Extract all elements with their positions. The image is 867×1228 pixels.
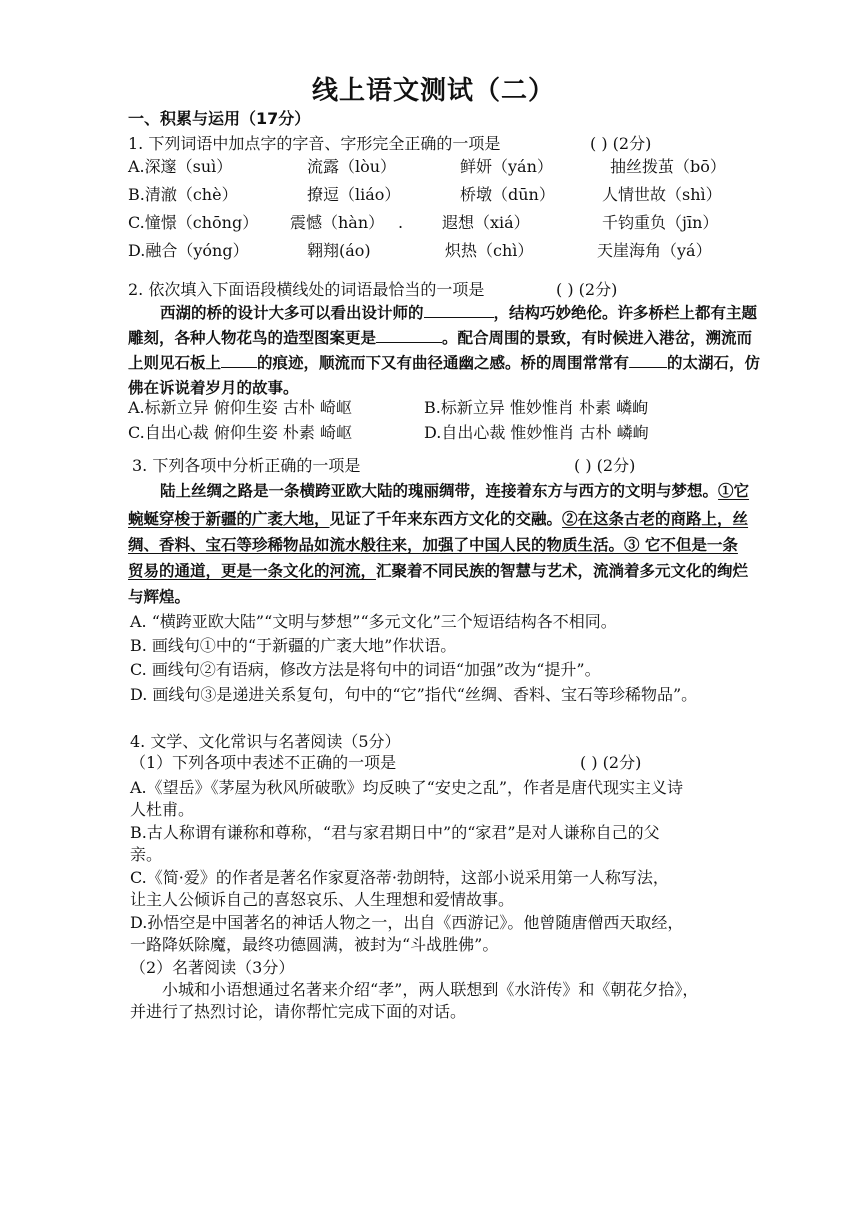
q1-option-a-3: 鲜妍（yán） <box>460 157 553 176</box>
q4-sub2-heading: （2）名著阅读（3分） <box>130 958 295 977</box>
q2-option-c: C.自出心裁 俯仰生姿 朴素 崎岖 <box>128 423 353 442</box>
page-title: 线上语文测试（二） <box>311 76 555 106</box>
q3-passage-line-5: 与辉煌。 <box>128 587 191 606</box>
q3-stem: 3. 下列各项中分析正确的一项是 <box>132 456 361 475</box>
q3-option-b: B. 画线句①中的“于新疆的广袤大地”作状语。 <box>130 636 457 655</box>
q4-option-a-line-1: A.《望岳》《茅屋为秋风所破歌》均反映了“安史之乱”，作者是唐代现实主义诗 <box>130 778 684 797</box>
q2-blank-3 <box>221 353 257 368</box>
q4-option-a-line-2: 人杜甫。 <box>130 800 195 819</box>
q1-stem: 1. 下列词语中加点字的字音、字形完全正确的一项是 <box>128 134 501 153</box>
q2-option-d: D.自出心裁 惟妙惟肖 古朴 嶙峋 <box>424 423 649 442</box>
q4-heading: 4. 文学、文化常识与名著阅读（5分） <box>130 732 401 751</box>
q3-passage-line-2: 蜿蜒穿梭于新疆的广袤大地，见证了千年来东西方文化的交融。②在这条古老的商路上，丝 <box>128 509 749 528</box>
q4-option-d-line-1: D.孙悟空是中国著名的神话人物之一，出自《西游记》。他曾随唐僧西天取经， <box>130 913 684 932</box>
q2-blank-4 <box>629 353 667 368</box>
q1-option-c-1: C.憧憬（chōng） <box>128 213 259 232</box>
q1-option-c-2: 震憾（hàn） <box>290 213 385 232</box>
q4-option-c-line-1: C.《简·爱》的作者是著名作家夏洛蒂·勃朗特，这部小说采用第一人称写法， <box>130 868 669 887</box>
q1-option-a-1: A.深邃（suì） <box>128 157 233 176</box>
section-heading: 一、积累与运用（17分） <box>128 109 311 128</box>
q2-option-a: A.标新立异 俯仰生姿 古朴 崎岖 <box>128 398 352 417</box>
q2-blank-1 <box>424 303 494 318</box>
q3-option-d: D. 画线句③是递进关系复句，句中的“它”指代“丝绸、香料、宝石等珍稀物品”。 <box>130 685 698 704</box>
q2-passage-line-4: 佛在诉说着岁月的故事。 <box>128 378 299 397</box>
q3-passage-line-4: 贸易的通道，更是一条文化的河流，汇聚着不同民族的智慧与艺术，流淌着多元文化的绚烂 <box>128 561 749 580</box>
q2-option-b: B.标新立异 惟妙惟肖 朴素 嶙峋 <box>424 398 649 417</box>
q4-reading-line-1: 小城和小语想通过名著来介绍“孝”，两人联想到《水浒传》和《朝花夕拾》， <box>162 980 699 999</box>
q3-score: ( ) (2分) <box>574 456 636 475</box>
q2-passage-line-2: 雕刻，各种人物花鸟的造型图案更是 。配合周围的景致，有时候进入港岔，溯流而 <box>128 328 753 347</box>
q1-option-c-4: 千钧重负（jīn） <box>602 213 719 232</box>
q1-option-c-stray-dot: . <box>398 213 404 232</box>
q4-option-d-line-2: 一路降妖除魔，最终功德圆满，被封为“斗战胜佛”。 <box>130 935 499 954</box>
q3-passage-line-3: 绸、香料、宝石等珍稀物品如流水般往来，加强了中国人民的物质生活。③ 它不但是一条 <box>128 535 738 554</box>
q1-option-d-3: 炽热（chì） <box>445 241 534 260</box>
q1-option-a-4: 抽丝拨茧（bō） <box>610 157 726 176</box>
q1-option-d-4: 天崖海角（yá） <box>597 241 712 260</box>
q3-option-a: A. “横跨亚欧大陆”“文明与梦想”“多元文化”三个短语结构各不相同。 <box>130 612 617 631</box>
q1-option-c-3: 遐想（xiá） <box>442 213 530 232</box>
q1-option-b-1: B.清澈（chè） <box>128 185 238 204</box>
q1-option-b-3: 桥墩（dūn） <box>460 185 555 204</box>
q2-stem: 2. 依次填入下面语段横线处的词语最恰当的一项是 <box>128 280 485 299</box>
q1-option-b-4: 人情世故（shì） <box>602 185 722 204</box>
q1-score: ( ) (2分) <box>590 134 652 153</box>
q1-option-b-2: 撩逗（liáo） <box>307 185 401 204</box>
q2-passage-line-3: 上则见石板上 的痕迹，顺流而下又有曲径通幽之感。桥的周围常常有 的太湖石，仿 <box>128 353 761 372</box>
q4-sub1-score: ( ) (2分) <box>580 753 642 772</box>
q4-option-b-line-2: 亲。 <box>130 845 163 864</box>
q2-blank-2 <box>376 328 442 343</box>
q4-option-b-line-1: B.古人称谓有谦称和尊称，“君与家君期日中”的“家君”是对人谦称自己的父 <box>130 823 660 842</box>
q4-reading-line-2: 并进行了热烈讨论，请你帮忙完成下面的对话。 <box>130 1002 467 1021</box>
q2-score: ( ) (2分) <box>556 280 618 299</box>
q1-option-a-2: 流露（lòu） <box>307 157 397 176</box>
q1-option-d-1: D.融合（yóng） <box>128 241 249 260</box>
q3-passage-line-1: 陆上丝绸之路是一条横跨亚欧大陆的瑰丽绸带，连接着东方与西方的文明与梦想。①它 <box>160 481 750 500</box>
q3-option-c: C. 画线句②有语病，修改方法是将句中的词语“加强”改为“提升”。 <box>130 660 601 679</box>
q4-sub1-stem: （1）下列各项中表述不正确的一项是 <box>130 753 397 772</box>
q2-passage-line-1: 西湖的桥的设计大多可以看出设计师的 ，结构巧妙绝伦。许多桥栏上都有主题 <box>160 303 758 322</box>
q4-option-c-line-2: 让主人公倾诉自己的喜怒哀乐、人生理想和爱情故事。 <box>130 890 515 909</box>
q1-option-d-2: 翱翔(áo) <box>307 241 371 260</box>
